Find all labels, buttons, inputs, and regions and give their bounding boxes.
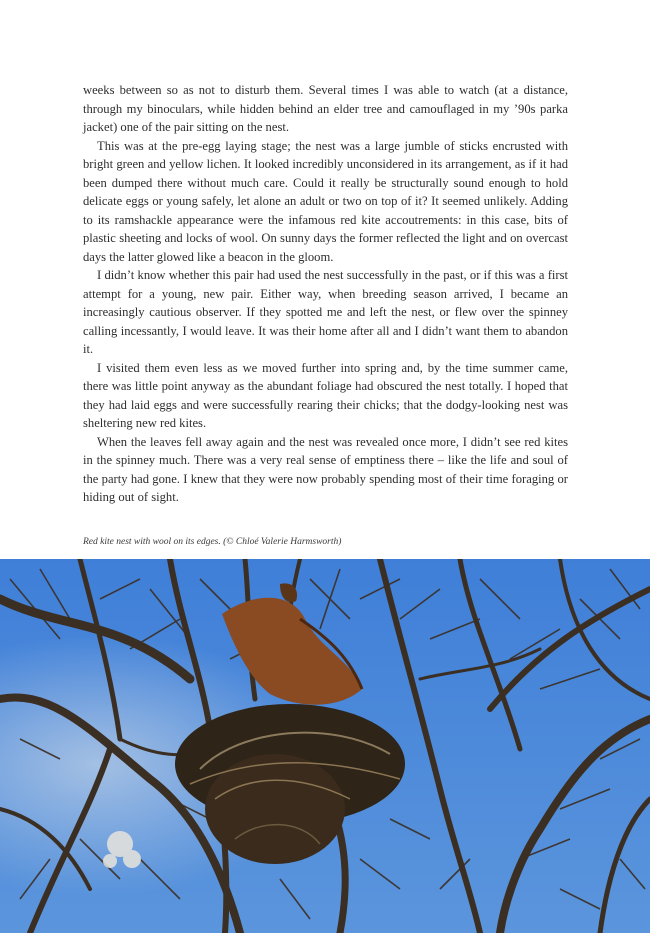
paragraph: This was at the pre-egg laying stage; the nest was a large jumble of sticks encrusted with bright green and yellow lichen. It looked incredibly unconsidered in its arrangement, as if it had been dumped there without much care. Could it really be structurally sound enough to hold delicate eggs or young safely, let alone an adult or two on top of it? It seemed unlikely. Adding to its ramshackle appearance were the infamous red kite accoutrements: in this case, bits of plastic sheeting and locks of wool. On sunny days the former reflected the light and on overcast days the latter glowed like a beacon in the gloom. (83, 138, 568, 264)
body-text (83, 81, 568, 507)
photo-caption: Red kite nest with wool on its edges. (© Chloé Valerie Harmsworth) (83, 537, 342, 547)
paragraph: I visited them even less as we moved further into spring and, by the time summer came, there was little point anyway as the abundant foliage had obscured the nest totally. I hoped that they had laid eggs and were successfully rearing their chicks; that the dodgy-looking nest was sheltering new red kites. (83, 360, 568, 430)
paragraph: weeks between so as not to disturb them. Several times I was able to watch (at a distance, through my binoculars, while hidden behind an elder tree and camouflaged in my ’90s parka jacket) one of the pair sitting on the nest. (83, 83, 568, 134)
paragraph: I didn’t know whether this pair had used the nest successfully in the past, or if this was a first attempt for a young, new pair. Either way, when breeding season arrived, I became an increasingly cautious observer. If they spotted me and left the nest, or flew over the spinney calling incessantly, I would leave. It was their home after all and I didn’t want them to abandon it. (83, 268, 568, 356)
paragraph: When the leaves fell away again and the nest was revealed once more, I didn’t see red kites in the spinney much. There was a very real sense of emptiness there – like the life and soul of the party had gone. I knew that they were now probably spending most of their time foraging or hiding out of sight. (83, 434, 568, 504)
red-kite-nest-photo (0, 559, 650, 933)
